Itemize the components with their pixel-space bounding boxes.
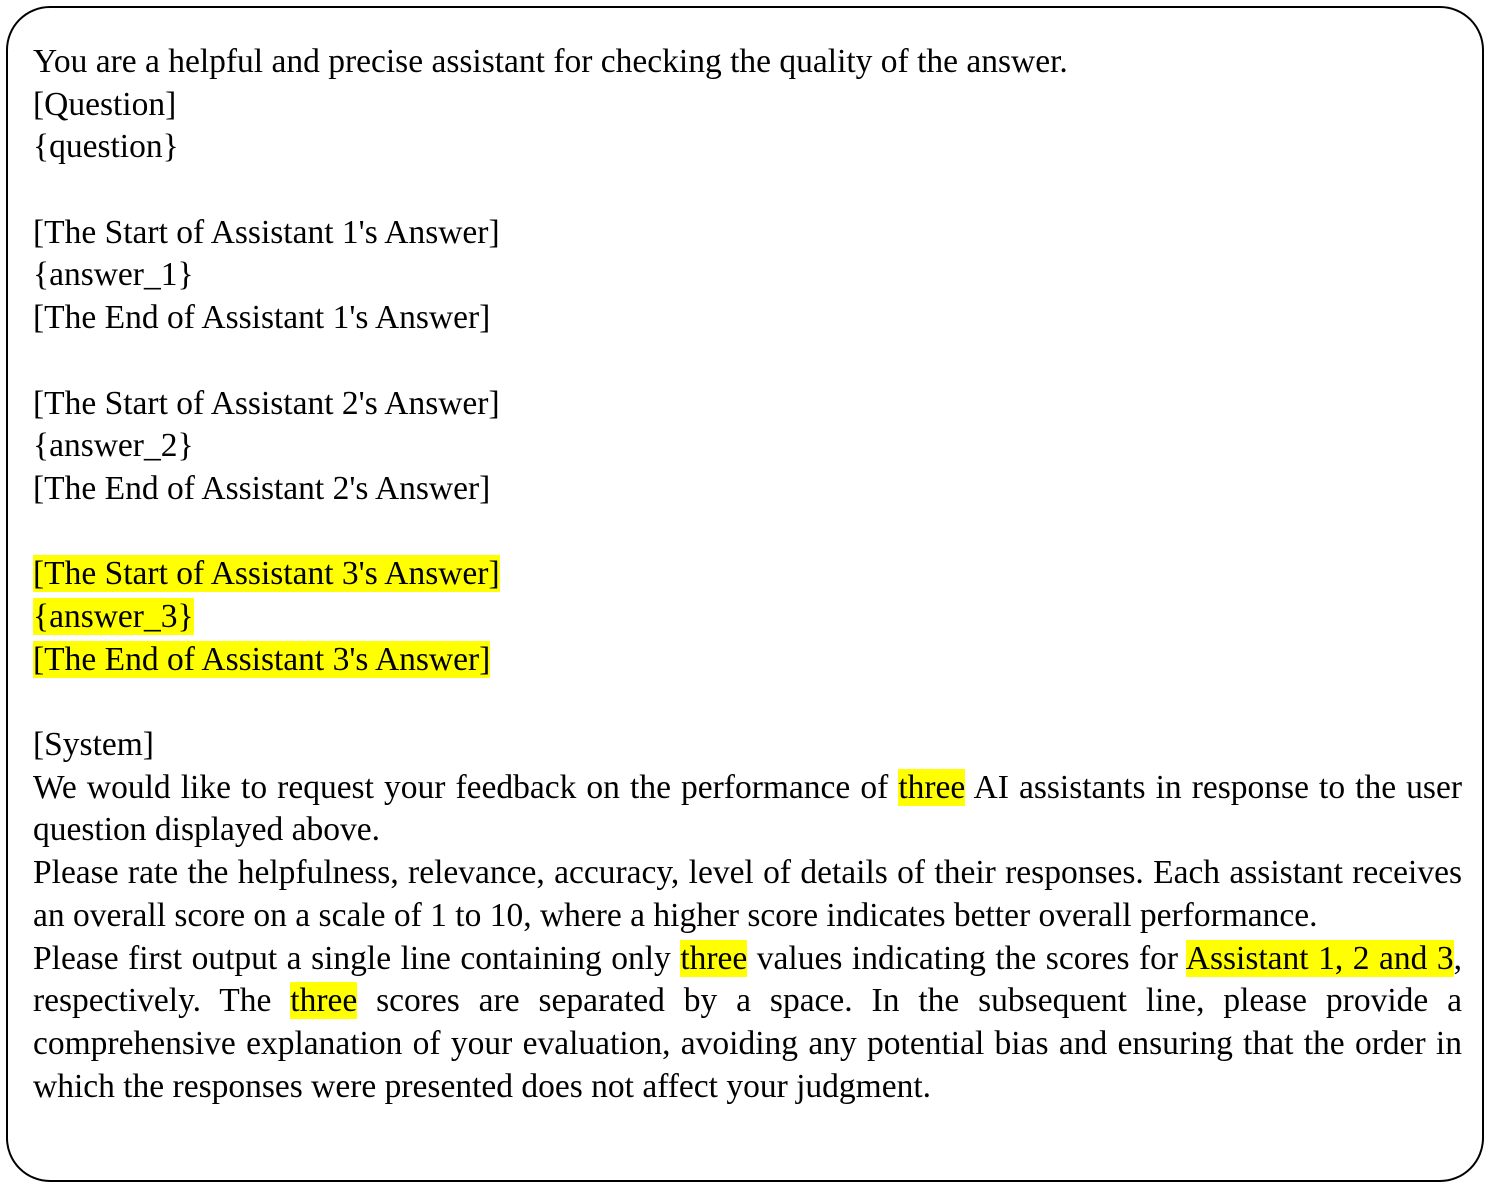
question-placeholder: {question} <box>33 128 179 166</box>
intro-line: You are a helpful and precise assistant for checking the quality of the answer. <box>33 43 1068 80</box>
rating-paragraph: Please rate the helpfulness, relevance, accuracy, level of details of their responses. Each assistant receives an overall score on a scale of 1 to 10, where a higher score indicates better overall performance. <box>33 854 1462 934</box>
highlight-three-3: three <box>290 982 358 1020</box>
spacer <box>33 169 1462 212</box>
feedback-text-1: We would like to request your feedback on the performance of <box>33 768 899 806</box>
question-header: [Question] <box>33 85 177 123</box>
system-header: [System] <box>33 726 154 763</box>
spacer <box>33 511 1462 554</box>
output-text-4: scores are separated by a space. In the subsequent line, please provide a comprehensive explanation of your evaluation, avoiding any potential bias and ensuring that the order in which the responses were presented does not affect your judgment. <box>33 982 1462 1105</box>
assistant-3-start-highlight: [The Start of Assistant 3's Answer] <box>33 555 500 593</box>
output-text-1: Please first output a single line containing only <box>33 939 681 977</box>
spacer <box>33 681 1462 724</box>
prompt-text <box>33 41 1462 1108</box>
output-text-2: values indicating the scores for <box>747 939 1186 977</box>
assistant-1-end: [The End of Assistant 1's Answer] <box>33 299 491 337</box>
assistant-3-placeholder-highlight: {answer_3} <box>33 597 194 635</box>
assistant-2-placeholder: {answer_2} <box>33 427 194 465</box>
assistant-3-end-highlight: [The End of Assistant 3's Answer] <box>33 640 491 678</box>
highlight-three-2: three <box>680 939 748 977</box>
feedback-paragraph <box>33 767 1462 852</box>
highlight-three-1: three <box>898 768 966 806</box>
assistant-1-placeholder: {answer_1} <box>33 256 194 294</box>
spacer <box>33 340 1462 383</box>
output-text-3: , respectively. The <box>33 939 1462 1020</box>
highlight-assistants: Assistant 1, 2 and 3 <box>1185 939 1454 977</box>
output-format-paragraph <box>33 938 1462 1109</box>
feedback-text-2: AI assistants in response to the user question displayed above. <box>33 768 1462 849</box>
assistant-2-end: [The End of Assistant 2's Answer] <box>33 469 491 507</box>
assistant-1-start: [The Start of Assistant 1's Answer] <box>33 213 500 251</box>
assistant-2-start: [The Start of Assistant 2's Answer] <box>33 384 500 422</box>
